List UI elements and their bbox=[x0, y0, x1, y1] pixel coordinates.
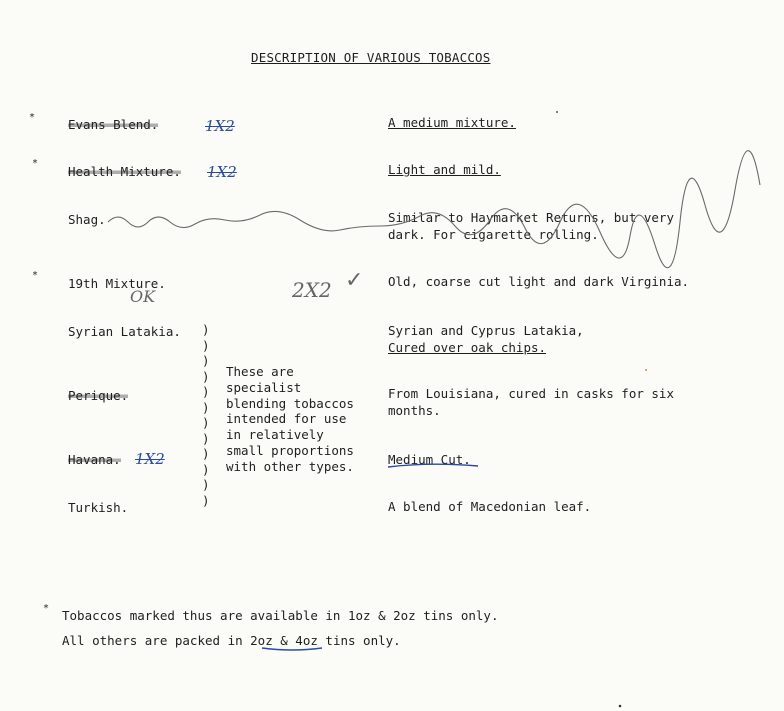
bracket-paren: ) bbox=[202, 399, 210, 415]
tobacco-name-perique: Perique. bbox=[68, 388, 129, 403]
note-line: intended for use bbox=[226, 411, 347, 427]
bracket-paren: ) bbox=[202, 492, 210, 508]
footer-line2-prefix: All others are packed in bbox=[62, 633, 251, 648]
handwritten-ok-note: OK bbox=[130, 287, 156, 306]
bracket-paren: ) bbox=[202, 461, 210, 477]
tin-size-mark: 1X2 bbox=[135, 450, 165, 468]
description-19th-mixture: Old, coarse cut light and dark Virginia. bbox=[388, 274, 690, 289]
note-line: These are bbox=[226, 364, 294, 379]
tobacco-name-health-mixture: Health Mixture. bbox=[68, 164, 181, 179]
description-syrian-latakia-line1: Syrian and Cyprus Latakia, bbox=[388, 323, 584, 338]
tobacco-name-shag: Shag. bbox=[68, 212, 106, 227]
tobacco-name-evans-blend: Evans Blend. bbox=[68, 117, 159, 132]
note-line: small proportions bbox=[226, 442, 354, 458]
footer-star: * bbox=[43, 603, 50, 614]
bracket-paren: ) bbox=[202, 446, 210, 461]
availability-star: * bbox=[29, 112, 36, 123]
blue-underline bbox=[262, 648, 322, 650]
bracket-paren: ) bbox=[202, 353, 210, 368]
tin-size-mark: 2X2 bbox=[292, 278, 332, 302]
ink-speck bbox=[645, 369, 647, 371]
tin-size-mark: 1X2 bbox=[207, 163, 237, 181]
bracket-paren: ) bbox=[202, 415, 210, 430]
bracket-paren: ) bbox=[202, 337, 210, 353]
description-perique-line1: From Louisiana, cured in casks for six bbox=[388, 386, 674, 401]
bracket-paren: ) bbox=[202, 322, 210, 337]
check-mark-icon: ✓ bbox=[345, 268, 364, 293]
description-turkish: A blend of Macedonian leaf. bbox=[388, 499, 592, 514]
description-perique-line2: months. bbox=[388, 403, 441, 418]
note-line: specialist bbox=[226, 379, 302, 395]
tobacco-name-havana: Havana. bbox=[68, 452, 121, 467]
bracket-paren: ) bbox=[202, 368, 210, 384]
description-shag-line2: dark. For cigarette rolling. bbox=[388, 227, 599, 242]
bracket-paren: ) bbox=[202, 477, 210, 492]
tin-size-mark: 1X2 bbox=[205, 117, 235, 135]
note-line: in relatively bbox=[226, 427, 324, 443]
note-line: with other types. bbox=[226, 458, 354, 474]
bracket-column bbox=[202, 322, 210, 508]
note-line: blending tobaccos bbox=[226, 395, 354, 411]
footer-line2 bbox=[62, 633, 401, 648]
ink-speck bbox=[619, 705, 622, 708]
availability-star: * bbox=[32, 158, 39, 169]
bracket-paren: ) bbox=[202, 384, 210, 399]
specialist-blending-note bbox=[226, 364, 376, 475]
description-evans-blend: A medium mixture. bbox=[388, 115, 516, 130]
footer-line1: Tobaccos marked thus are available in 1oz & 2oz tins only. bbox=[62, 608, 499, 623]
bracket-paren: ) bbox=[202, 430, 210, 446]
footer-line2-highlight: 2oz & 4oz bbox=[250, 633, 318, 648]
description-havana: Medium Cut. bbox=[388, 452, 471, 467]
ink-speck bbox=[556, 111, 558, 113]
tobacco-name-turkish: Turkish. bbox=[68, 500, 129, 515]
tobacco-name-19th-mixture: 19th Mixture. bbox=[68, 276, 166, 291]
tobacco-name-syrian-latakia: Syrian Latakia. bbox=[68, 324, 181, 339]
description-shag-line1: Similar to Haymarket Returns, but very bbox=[388, 210, 674, 225]
page-title: DESCRIPTION OF VARIOUS TOBACCOS bbox=[251, 50, 491, 65]
footer-line2-suffix: tins only. bbox=[317, 633, 401, 648]
description-syrian-latakia-line2: Cured over oak chips. bbox=[388, 340, 547, 355]
description-health-mixture: Light and mild. bbox=[388, 162, 501, 177]
availability-star: * bbox=[32, 270, 39, 281]
